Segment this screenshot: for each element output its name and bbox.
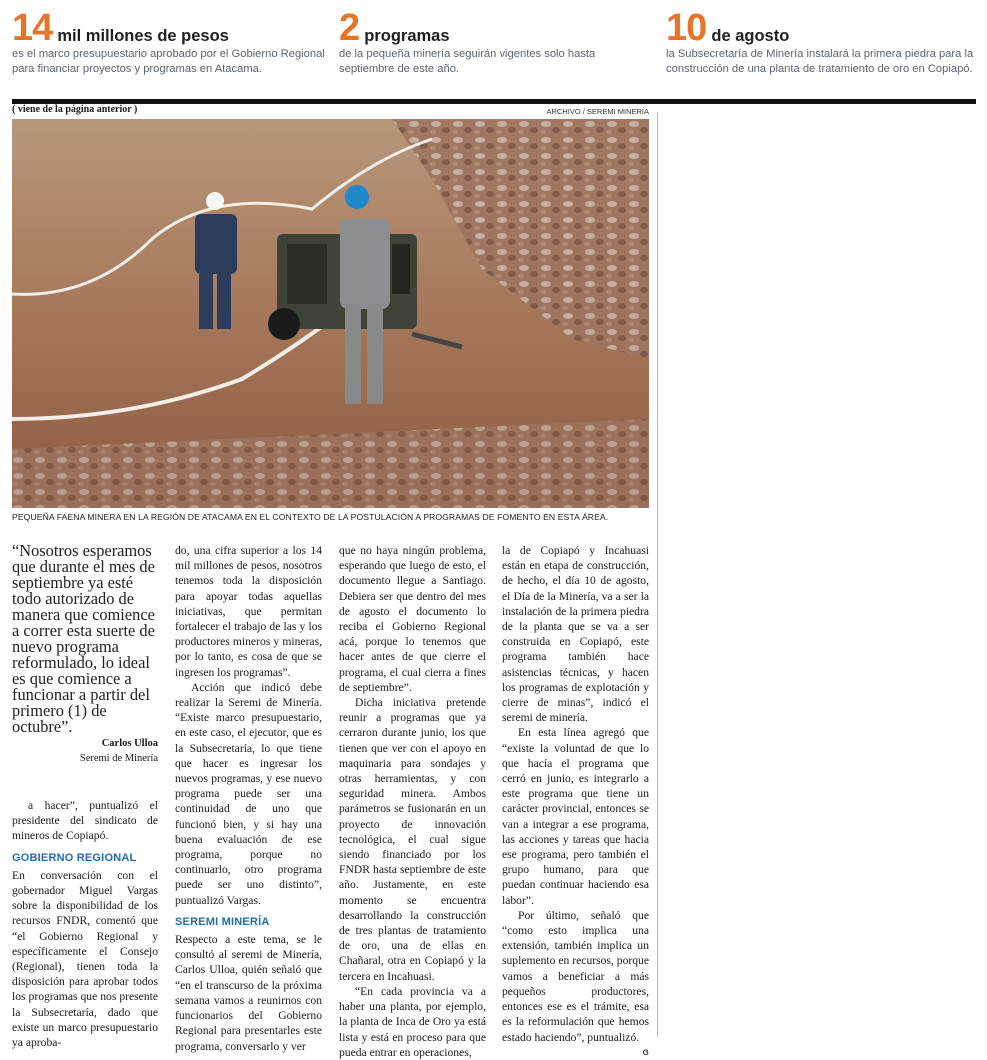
pull-quote: “Nosotros esperamos que durante el mes de septiembre ya esté todo autorizado de manera que comience a correr esta suerte de nuevo programa reformulado, lo ideal es que comience a funcionar a partir del primero (1) de octubre”. <box>12 541 155 736</box>
stat-number: 10 <box>666 7 707 49</box>
mining-photo-illustration <box>12 119 649 508</box>
quote-role: Seremi de Minería <box>79 753 158 764</box>
stat-programs <box>339 7 644 77</box>
end-mark-icon: ɞ <box>642 1046 649 1058</box>
stat-description: de la pequeña minería seguirán vigentes solo hasta septiembre de este año. <box>339 48 596 75</box>
stat-unit: programas <box>364 27 450 45</box>
paragraph: Dicha iniciativa pretende reunir a programas que ya cerraron durante junio, los que tienen que ver con el apoyo en maquinaria para sondajes y otras herramientas, y con seguridad minera. Ambos parámetros se fusionarán en un proyecto de innovación tecnológica, el cual sigue siendo financiado por los FNDR hasta septiembre de este año. Justamente, en este momento se encuentra desarrollando la construcción de tres plantas de tratamiento de oro, una de ellas en Chañaral, otra en Copiapó y la tercera en Incahuasi. <box>339 696 486 983</box>
paragraph: “En cada provincia va a haber una planta, por ejemplo, la planta de Inca de Oro ya está lista y está en proceso para que pueda entrar en operaciones, <box>339 984 486 1059</box>
paragraph: Acción que indicó debe realizar la Seremi de Minería. “Existe marco presupuestario, en este caso, el ejecutor, que es la Subsecretaría, lo que tiene que hacer es ingresar los nuevos programas, y ese nuevo programa puede ser una continuidad de uno que funcionó bien, y si hay una buena evaluación de ese programa, porque no continuarlo, otro programa puede ser uno distinto”, puntualizó Vargas. <box>175 680 322 907</box>
article-column-4 <box>502 543 649 1060</box>
stat-description: es el marco presupuestario aprobado por el Gobierno Regional para financiar proyectos y programas en Atacama. <box>12 48 325 75</box>
paragraph: do, una cifra superior a los 14 mil millones de pesos, nosotros tenemos toda la disposición para apoyar todas aquellas iniciativas, que permitan fortalecer el trabajo de las y los productores mineros y mineras, por lo tanto, es cosa de que se ingresen los programas”. <box>175 544 322 679</box>
stat-unit: de agosto <box>711 27 790 45</box>
paragraph: que no haya ningún problema, esperando que luego de esto, el documento llegue a Santiago. Debiera ser que dentro del mes de agosto el documento lo reciba el Gobierno Regional acá, porque lo tenemos que hacer antes de que cierre el programa, el cual cierra a fines de septiembre”. <box>339 544 486 694</box>
paragraph: En esta línea agregó que “existe la voluntad de que lo que hacía el programa que cerró en junio, es integrarlo a este programa que tiene un carácter provincial, entonces se van a integrar a ese programa, las acciones y tareas que hacia ese programa, pero también el grupo humano, para que puedan continuar haciendo esa labor”. <box>502 726 649 907</box>
article-column-2 <box>175 543 322 1054</box>
quote-author: Carlos Ulloa <box>101 738 158 749</box>
article-column-1 <box>12 798 158 1050</box>
stat-budget <box>12 7 327 77</box>
section-heading-gobierno-regional: GOBIERNO REGIONAL <box>12 851 137 864</box>
stat-number: 2 <box>339 7 360 49</box>
paragraph: Respecto a este tema, se le consultó al seremi de Minería, Carlos Ulloa, quién señaló que “en el transcurso de la próxima semana vamos a reunirnos con funcionarios del Gobierno Regional para presentarles este programa, conversarlo y ver <box>175 933 322 1053</box>
mining-photo <box>12 119 649 508</box>
stat-number: 14 <box>12 7 53 49</box>
continued-label: ( viene de la página anterior ) <box>12 104 138 115</box>
photo-caption: PEQUEÑA FAENA MINERA EN LA REGIÓN DE ATACAMA EN EL CONTEXTO DE LA POSTULACIÓN A PROGRAMAS DE FOMENTO EN ESTA ÁREA. <box>12 512 609 522</box>
header-divider <box>12 99 976 104</box>
section-heading-seremi-mineria: SEREMI MINERÍA <box>175 915 270 928</box>
stat-date <box>666 7 978 77</box>
column-divider <box>657 112 658 1037</box>
paragraph <box>502 908 649 1058</box>
paragraph: En conversación con el gobernador Miguel Vargas sobre la disponibilidad de los recursos FNDR, comentó que “el Gobierno Regional y específicamente el Consejo (Regional), tienen toda la disposición para aprobar todos los programas que nos presente la Subsecretaría, dado que existe un marco presupuestario ya aproba- <box>12 868 158 1050</box>
stat-unit: mil millones de pesos <box>57 27 229 45</box>
photo-credit: ARCHIVO / SEREMI MINERÍA <box>546 107 649 116</box>
paragraph-text: Por último, señaló que “como esto implica una extensión, también implica un suplemento en recursos, porque vamos a beneficiar a más pequeños productores, entonces ese es el trámite, esa es la reformulación que hemos estado haciendo”, puntualizó. <box>502 908 649 1044</box>
stat-description: la Subsecretaría de Minería instalará la primera piedra para la construcción de una planta de tratamiento de oro en Copiapó. <box>666 48 974 75</box>
paragraph: la de Copiapó y Incahuasi están en etapa de construcción, de hecho, el día 10 de agosto, el Día de la Minería, va a ser la instalación de la primera piedra de la planta que se va a ser construida en Copiapó, este programa también hace asistencias técnicas, y hacen los programas de explotación y cierre de minas”, indicó el seremi de minería. <box>502 544 649 725</box>
article-column-3 <box>339 543 486 1060</box>
paragraph: a hacer”, puntualizó el presidente del sindicato de mineros de Copiapó. <box>12 799 158 843</box>
